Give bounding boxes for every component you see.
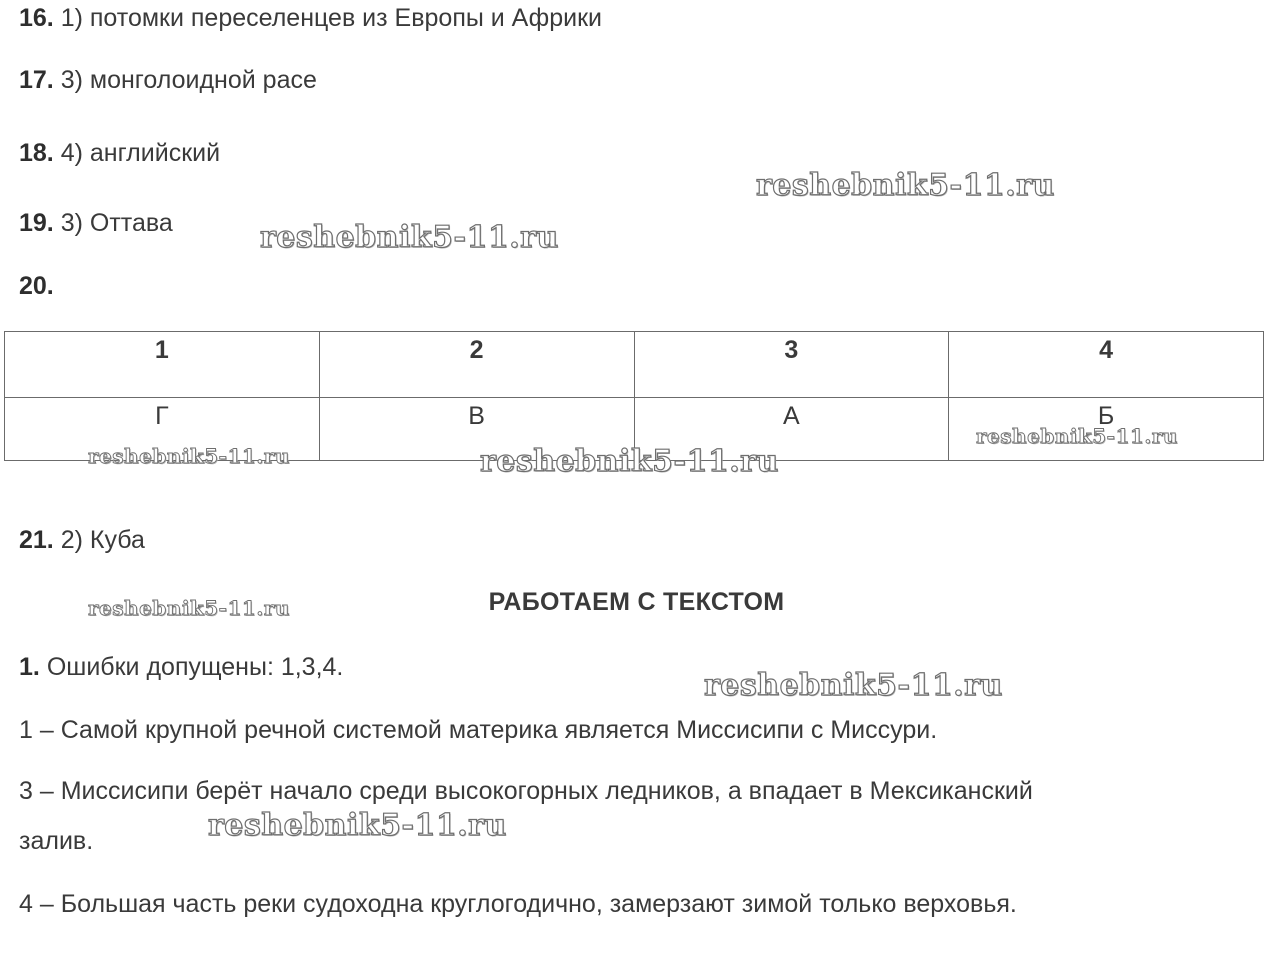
answer-number: 16. (19, 4, 54, 32)
answer-text: 4) английский (60, 139, 221, 167)
question-number: 1. (19, 653, 40, 681)
answer-19 (19, 208, 173, 238)
table-header-cell: 2 (319, 332, 634, 398)
watermark: reshebnik5-11.ru (88, 444, 290, 468)
answer-text: 3) монголоидной расе (60, 66, 317, 94)
answer-number: 19. (19, 209, 54, 237)
section-title: РАБОТАЕМ С ТЕКСТОМ (488, 588, 785, 616)
text-question-1 (19, 652, 343, 682)
error-line-4: 4 – Большая часть реки судоходна круглогодично, замерзают зимой только верховья. (19, 890, 1017, 918)
question-text: Ошибки допущены: 1,3,4. (46, 653, 344, 681)
watermark: reshebnik5-11.ru (480, 444, 779, 479)
table-header-row (5, 332, 1264, 398)
watermark: reshebnik5-11.ru (976, 424, 1178, 448)
table-cell: В (319, 398, 634, 461)
error-line-3: 3 – Миссисипи берёт начало среди высокогорных ледников, а впадает в Мексиканский (19, 777, 1033, 805)
answer-number: 17. (19, 66, 54, 94)
answer-number: 20. (19, 272, 54, 300)
table-header-cell: 1 (5, 332, 320, 398)
table-cell: Б (949, 398, 1264, 461)
answer-number: 18. (19, 139, 54, 167)
answer-20 (19, 271, 54, 301)
watermark: reshebnik5-11.ru (704, 668, 1003, 703)
answer-text: 1) потомки переселенцев из Европы и Африки (60, 4, 602, 32)
answer-16 (19, 3, 602, 33)
answer-number: 21. (19, 526, 54, 554)
table-cell: А (634, 398, 949, 461)
answer-21 (19, 525, 145, 555)
table-header-cell: 3 (634, 332, 949, 398)
watermark: reshebnik5-11.ru (756, 168, 1055, 203)
answer-17 (19, 65, 317, 95)
watermark: reshebnik5-11.ru (260, 220, 559, 255)
table-cell: Г (5, 398, 320, 461)
answer-text: 3) Оттава (60, 209, 173, 237)
watermark: reshebnik5-11.ru (88, 596, 290, 620)
watermark: reshebnik5-11.ru (208, 808, 507, 843)
error-line-1: 1 – Самой крупной речной системой материка является Миссисипи с Миссури. (19, 716, 938, 744)
error-line-3-continued: залив. (19, 827, 94, 855)
answer-text: 2) Куба (60, 526, 145, 554)
answer-18 (19, 138, 220, 168)
table-header-cell: 4 (949, 332, 1264, 398)
